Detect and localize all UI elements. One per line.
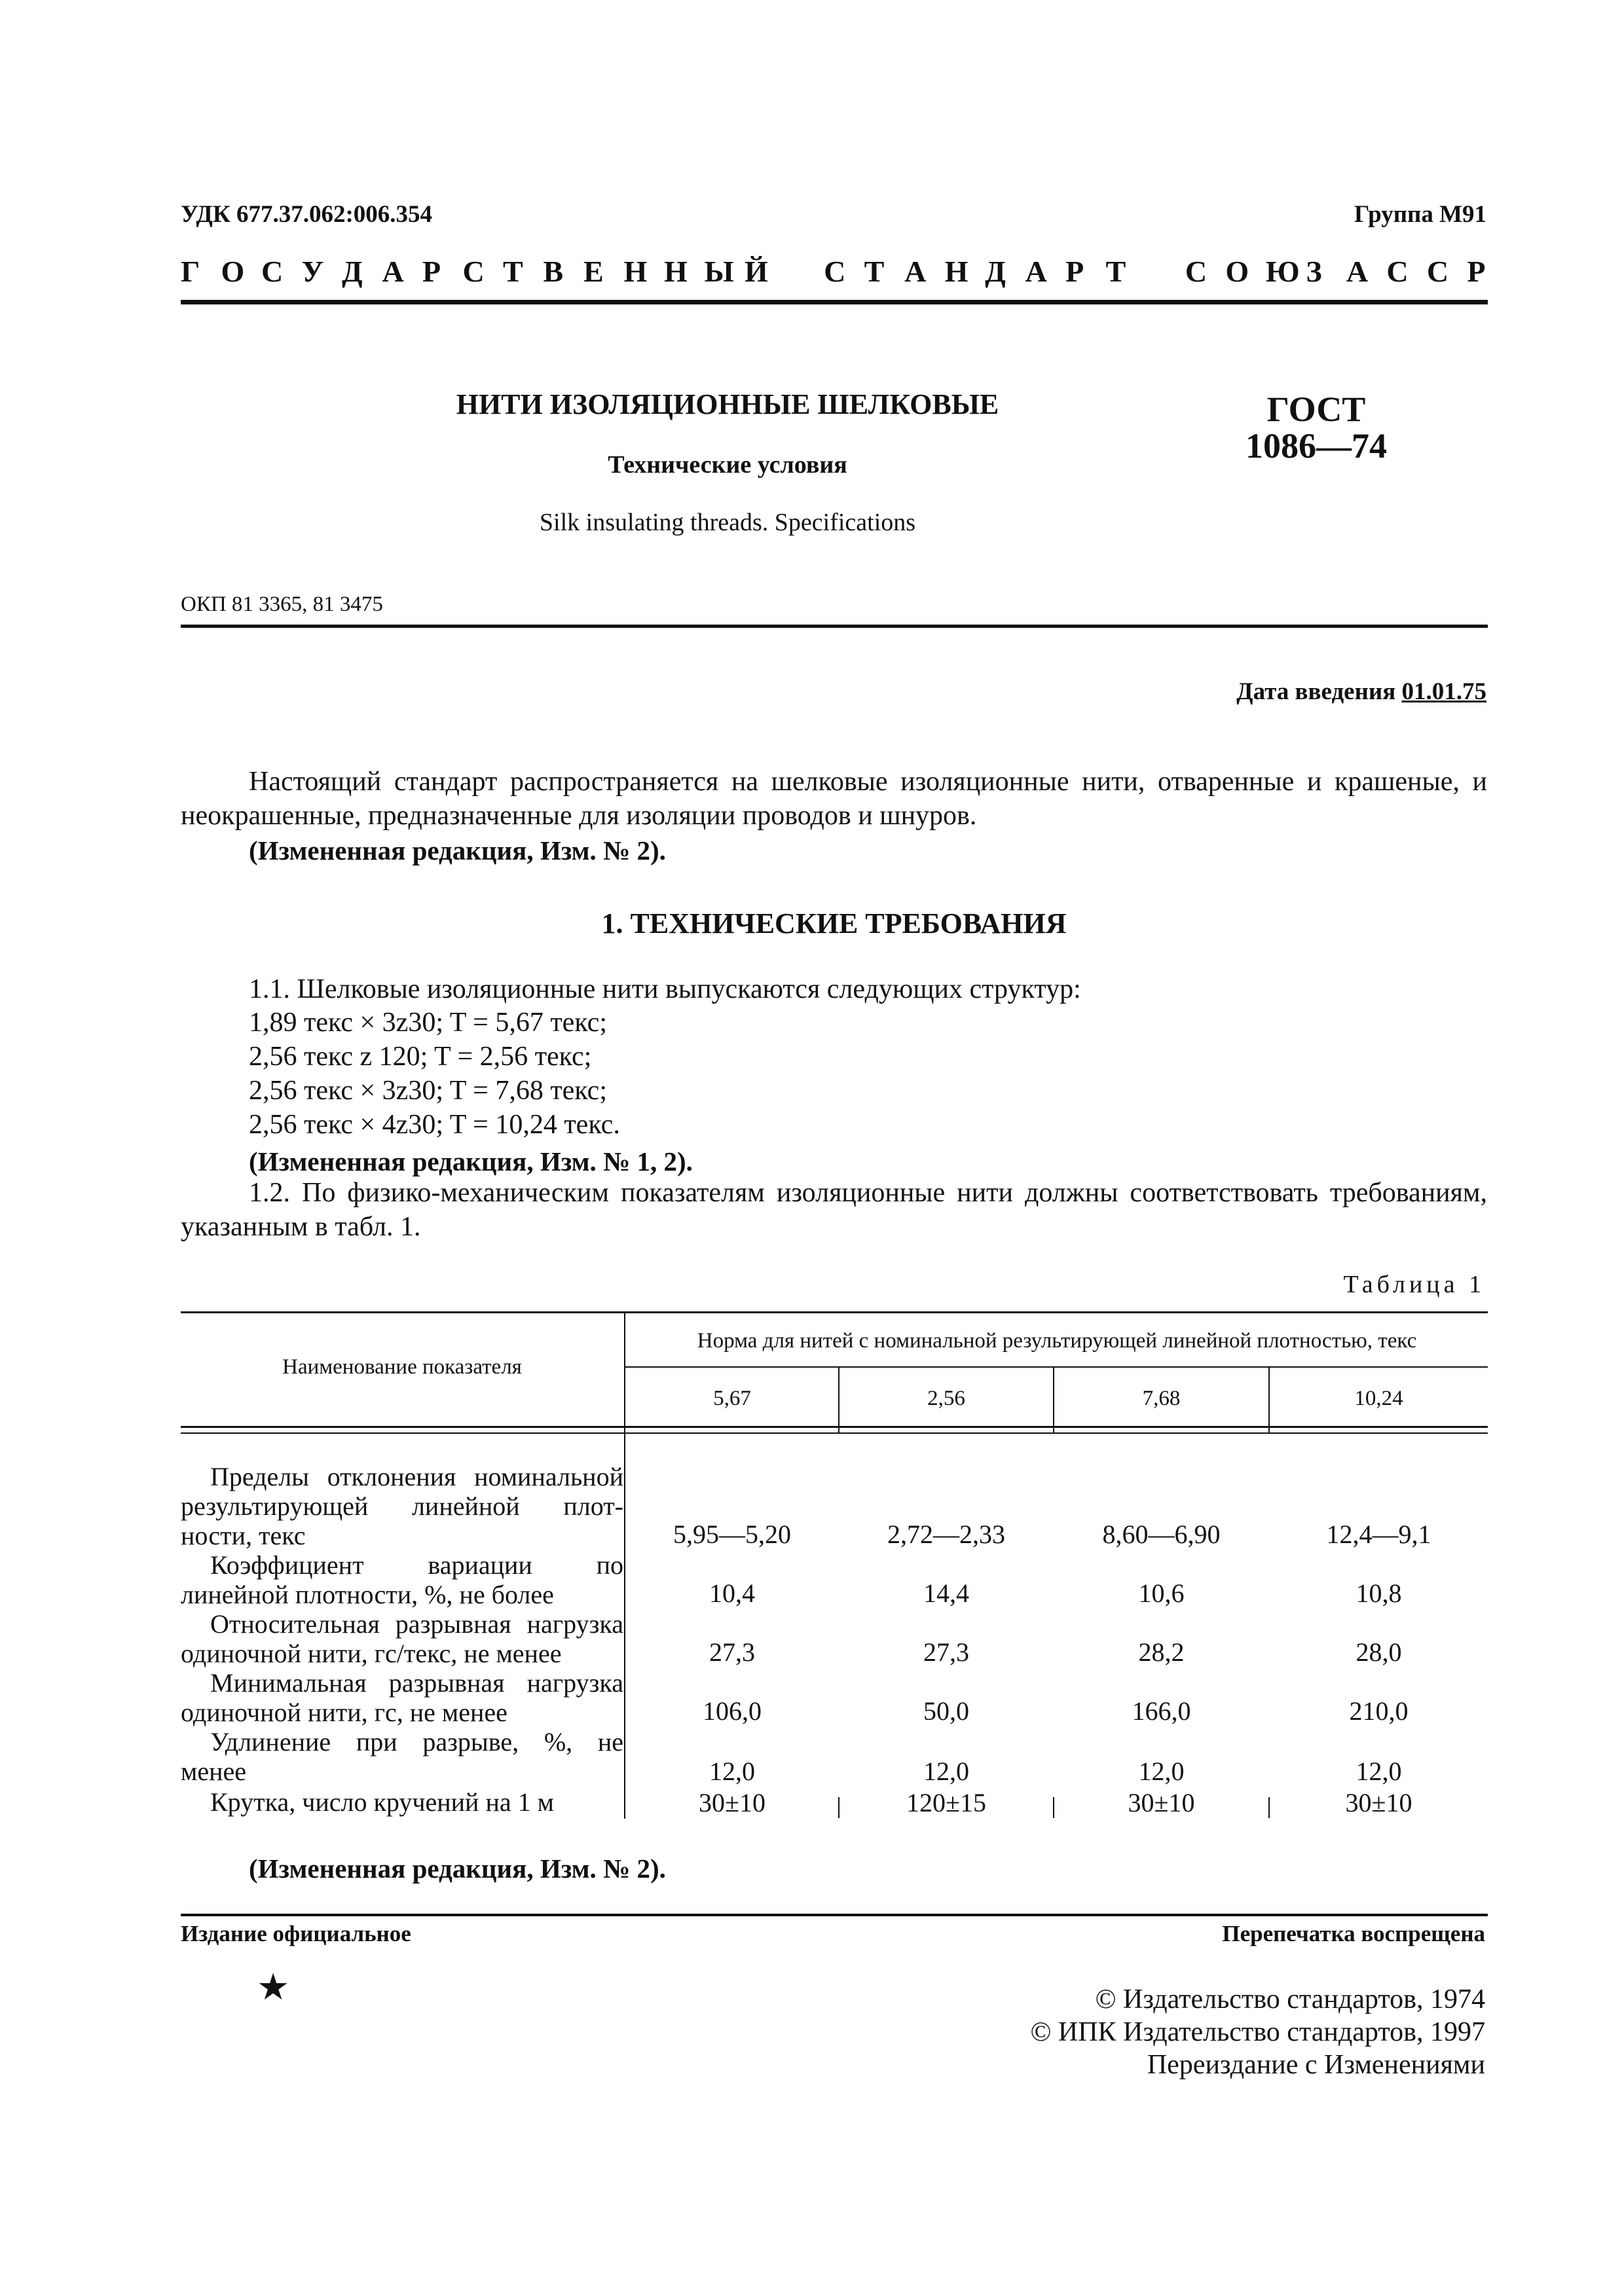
reprint-prohibited: Перепечатка воспрещена [1222, 1921, 1485, 1946]
table-cell: 12,0 [709, 1757, 755, 1786]
heading-letter: А [904, 255, 927, 288]
okp-code: ОКП 81 3365, 81 3475 [181, 592, 383, 616]
table-group-header: Норма для нитей с номинальной результирующей линейной плотностью, текс [697, 1329, 1417, 1353]
heading-letter: З [1306, 255, 1322, 288]
structure-line: 2,56 текс z 120; T = 2,56 текс; [249, 1042, 592, 1072]
table-column-header: 2,56 [927, 1387, 965, 1410]
table-head-rule [181, 1426, 1488, 1428]
okp-rule [181, 625, 1488, 628]
table-cell: 5,95—5,20 [673, 1520, 791, 1549]
table-col-divider [624, 1311, 625, 1819]
heading-letter: Н [623, 255, 648, 288]
clause-1-1: 1.1. Шелковые изоляционные нити выпускаются следующих структур: [249, 974, 1081, 1004]
table-row-name: Пределы отклонения номинальной [210, 1462, 623, 1491]
table-row-name: менее [181, 1757, 246, 1786]
table-row-name: Удлинение при разрыве, %, не [210, 1727, 623, 1757]
table-column-header: 5,67 [713, 1387, 751, 1410]
heading-letter: Р [422, 255, 441, 288]
header-rule-thick [181, 300, 1488, 304]
heading-letter: У [301, 255, 324, 288]
heading-letter: Г [181, 255, 200, 288]
heading-letter: С [824, 255, 846, 288]
table-column-header: 7,68 [1142, 1387, 1181, 1410]
section-heading: 1. ТЕХНИЧЕСКИЕ ТРЕБОВАНИЯ [601, 907, 1067, 939]
amendment-note: (Измененная редакция, Изм. № 1, 2). [249, 1146, 693, 1176]
table-cell: 10,6 [1138, 1578, 1185, 1608]
table-row-name: одиночной нити, гс, не менее [181, 1698, 507, 1727]
structure-line: 2,56 текс × 4z30; T = 10,24 текс. [249, 1110, 620, 1140]
heading-letter: Т [864, 255, 885, 288]
heading-letter: С [462, 255, 485, 288]
table-cell: 30±10 [699, 1788, 766, 1817]
table-cell: 210,0 [1349, 1696, 1409, 1726]
table-cell: 30±10 [1345, 1788, 1412, 1817]
table-row-name: Коэффициент вариации по [210, 1550, 623, 1580]
structure-line: 1,89 текс × 3z30; T = 5,67 текс; [249, 1008, 607, 1038]
table-cell: 30±10 [1128, 1788, 1195, 1817]
heading-letter: Е [583, 255, 604, 288]
heading-letter: Р [1467, 255, 1486, 288]
heading-letter: А [1025, 255, 1047, 288]
heading-letter: Т [502, 255, 523, 288]
heading-letter: Д [985, 255, 1006, 288]
gost-label: ГОСТ [1266, 390, 1366, 429]
heading-letter: С [1426, 255, 1449, 288]
document-subtitle: Технические условия [608, 451, 847, 479]
table-cell: 12,0 [923, 1757, 969, 1786]
table-cell: 10,4 [709, 1578, 755, 1608]
table-cell: 12,0 [1138, 1757, 1185, 1786]
introduction-date [917, 678, 1486, 706]
copyright-line: © ИПК Издательство стандартов, 1997 [1030, 2017, 1485, 2047]
table-group-rule [625, 1366, 1488, 1368]
gost-number: 1086—74 [1246, 426, 1387, 465]
table-row-name: линейной плотности, %, не более [181, 1580, 554, 1609]
table-row-name: Минимальная разрывная нагрузка [210, 1668, 623, 1698]
star-icon: ★ [257, 1967, 290, 2008]
table-cell: 120±15 [906, 1788, 986, 1817]
table-cell: 50,0 [923, 1696, 969, 1726]
reissue-note: Переиздание с Изменениями [1147, 2050, 1485, 2080]
introduction-date-label: Дата введения [1236, 678, 1396, 705]
heading-letter: Ю [1265, 255, 1300, 288]
heading-letter: А [382, 255, 404, 288]
amendment-note: (Измененная редакция, Изм. № 2). [249, 835, 666, 866]
introduction-date-value: 01.01.75 [1401, 678, 1486, 705]
heading-letter: Д [341, 255, 363, 288]
heading-letter: С [1185, 255, 1208, 288]
table-cell: 10,8 [1356, 1578, 1402, 1608]
heading-letter: Н [663, 255, 688, 288]
heading-letter: Н [944, 255, 969, 288]
table-cell: 28,2 [1138, 1637, 1185, 1667]
footer-rule [181, 1914, 1488, 1916]
table-cell: 27,3 [709, 1637, 755, 1667]
heading-letter: Р [1065, 255, 1084, 288]
document-title: НИТИ ИЗОЛЯЦИОННЫЕ ШЕЛКОВЫЕ [456, 388, 999, 420]
heading-letter: Ы [704, 255, 734, 288]
table-cell: 106,0 [703, 1696, 762, 1726]
copyright-line: © Издательство стандартов, 1974 [1095, 1984, 1485, 2014]
table-cell: 12,0 [1356, 1757, 1402, 1786]
heading-letter: Т [1105, 255, 1126, 288]
table-caption: Таблица 1 [1343, 1271, 1485, 1298]
table-cell: 14,4 [923, 1578, 969, 1608]
clause-1-2: 1.2. По физико-механическим показателям изоляционные нити должны соответствовать требованиям, указанным в табл. 1. [181, 1178, 1487, 1242]
table-row-name: Относительная разрывная нагрузка [210, 1609, 623, 1639]
table-row-name: ности, текс [181, 1521, 306, 1550]
heading-letter: С [1386, 255, 1409, 288]
heading-letter: В [543, 255, 564, 288]
scope-paragraph: Настоящий стандарт распространяется на шелковые изоляционные нити, отваренные и крашеные, и неокрашенные, предназначенные для изоляции проводов и шнуров. [181, 767, 1487, 831]
english-title: Silk insulating threads. Specifications [539, 509, 916, 536]
heading-letter: С [261, 255, 284, 288]
heading-letter: А [1346, 255, 1369, 288]
table-head-rule-2 [181, 1432, 1488, 1434]
heading-letter: О [221, 255, 245, 288]
table-cell: 27,3 [923, 1637, 969, 1667]
table-cell: 12,4—9,1 [1326, 1520, 1431, 1549]
table-row-name: результирующей линейной плот- [181, 1491, 623, 1521]
table-column-header: Наименование показателя [282, 1355, 522, 1379]
group-code: Группа М91 [1354, 201, 1486, 228]
official-edition: Издание официальное [181, 1921, 411, 1946]
table-top-rule [181, 1311, 1488, 1313]
table-row-name: Крутка, число кручений на 1 м [210, 1787, 554, 1817]
table-cell: 166,0 [1132, 1696, 1191, 1726]
table-column-header: 10,24 [1354, 1387, 1403, 1410]
table-cell: 28,0 [1356, 1637, 1402, 1667]
table-cell: 8,60—6,90 [1102, 1520, 1221, 1549]
heading-letter: О [1225, 255, 1249, 288]
table-row-name: одиночной нити, гс/текс, не менее [181, 1639, 562, 1668]
udk-code: УДК 677.37.062:006.354 [181, 201, 433, 228]
heading-letter: Й [744, 255, 768, 288]
structure-line: 2,56 текс × 3z30; T = 7,68 текс; [249, 1076, 607, 1106]
amendment-note: (Измененная редакция, Изм. № 2). [249, 1853, 666, 1884]
table-cell: 2,72—2,33 [887, 1520, 1005, 1549]
